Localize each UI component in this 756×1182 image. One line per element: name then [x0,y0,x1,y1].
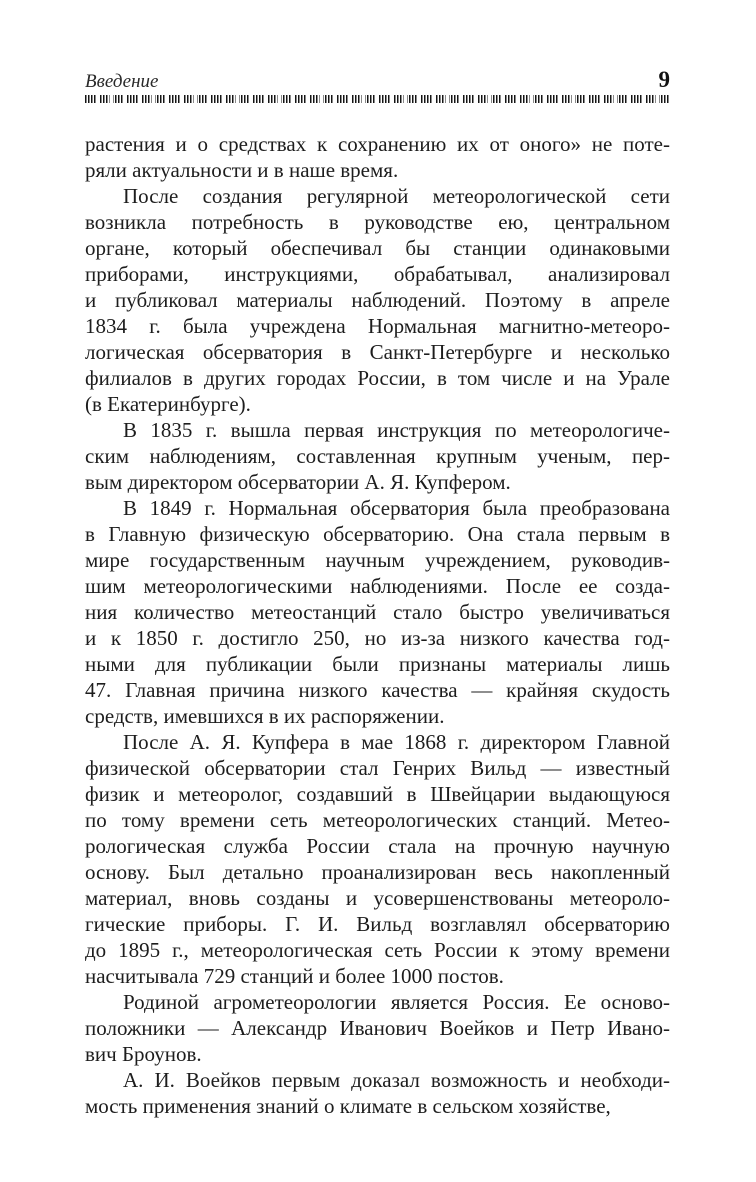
text-line: шим метеорологическими наблюдениями. После ее созда- [85,574,670,598]
running-title: Введение [85,71,159,92]
text-line: вич Броунов. [85,1042,202,1066]
text-line: растения и о средствах к сохранению их от оного» не поте- [85,132,670,156]
header-decorative-rule [85,95,670,103]
text-line: средств, имевшихся в их распоряжении. [85,704,445,728]
body-text [85,131,670,1119]
text-line: (в Екатеринбурге). [85,392,251,416]
text-line: 1834 г. была учреждена Нормальная магнитно-метеоро- [85,314,670,338]
text-line: ными для публикации были признаны материалы лишь [85,652,670,676]
text-line: После создания регулярной метеорологической сети [123,184,670,208]
page-header [85,67,670,92]
text-line: ским наблюдениям, составленная крупным ученым, пер- [85,444,670,468]
text-line: органе, который обеспечивал бы станции одинаковыми [85,236,670,260]
text-line: по тому времени сеть метеорологических станций. Метео- [85,808,670,832]
text-line: ния количество метеостанций стало быстро увеличиваться [85,600,670,624]
text-line: вым директором обсерватории А. Я. Купфером. [85,470,511,494]
text-line: насчитывала 729 станций и более 1000 постов. [85,964,504,988]
page-number: 9 [658,67,670,92]
text-line: приборами, инструкциями, обрабатывал, анализировал [85,262,670,286]
text-line: В 1849 г. Нормальная обсерватория была преобразована [123,496,670,520]
text-line: физической обсерватории стал Генрих Вильд — известный [85,756,670,780]
text-line: материал, вновь созданы и усовершенствованы метеороло- [85,886,670,910]
text-line: мость применения знаний о климате в сельском хозяйстве, [85,1094,611,1118]
page-content [85,67,670,1119]
text-line: физик и метеоролог, создавший в Швейцарии выдающуюся [85,782,670,806]
text-line: А. И. Воейков первым доказал возможность и необходи- [123,1068,670,1092]
text-line: основу. Был детально проанализирован весь накопленный [85,860,670,884]
text-line: логическая обсерватория в Санкт-Петербурге и несколько [85,340,670,364]
text-line: в Главную физическую обсерваторию. Она стала первым в [85,522,670,546]
text-line: Родиной агрометеорологии является Россия. Ее осново- [123,990,670,1014]
text-line: и публиковал материалы наблюдений. Поэтому в апреле [85,288,670,312]
text-line: ряли актуальности и в наше время. [85,158,399,182]
text-line: В 1835 г. вышла первая инструкция по метеорологиче- [123,418,670,442]
text-line: возникла потребность в руководстве ею, центральном [85,210,670,234]
text-line: мире государственным научным учреждением, руководив- [85,548,670,572]
text-line: положники — Александр Иванович Воейков и Петр Ивано- [85,1016,670,1040]
text-line: После А. Я. Купфера в мае 1868 г. директором Главной [123,730,670,754]
text-line: филиалов в других городах России, в том числе и на Урале [85,366,670,390]
text-line: рологическая служба России стала на прочную научную [85,834,670,858]
text-line: гические приборы. Г. И. Вильд возглавлял обсерваторию [85,912,670,936]
text-line: 47. Главная причина низкого качества — крайняя скудость [85,678,670,702]
text-line: и к 1850 г. достигло 250, но из-за низкого качества год- [85,626,670,650]
text-line: до 1895 г., метеорологическая сеть России к этому времени [85,938,670,962]
